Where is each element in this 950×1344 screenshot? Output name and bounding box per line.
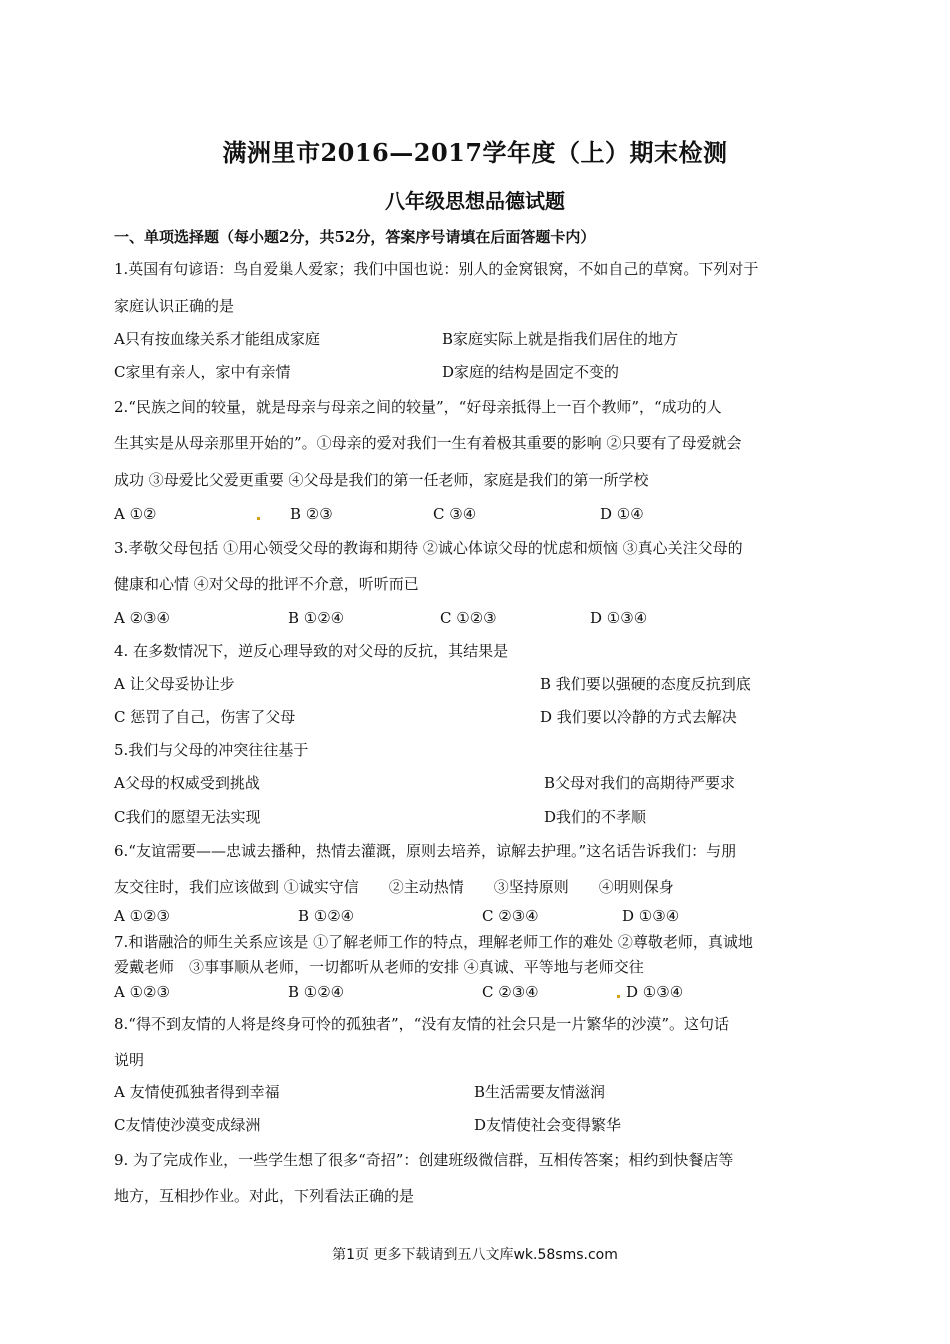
q2-option-a: A ①② [114, 505, 157, 523]
q7-option-c: C ②③④ [482, 983, 539, 1001]
exam-title: 满洲里市2016—2017学年度（上）期末检测 [222, 138, 728, 167]
q6-option-b: B ①②④ [298, 907, 355, 925]
q1-stem-line1: 1.英国有句谚语：鸟自爱巢人爱家；我们中国也说：别人的金窝银窝，不如自己的草窝。下列对于 [114, 260, 759, 278]
q1-option-c: C家里有亲人，家中有亲情 [114, 363, 291, 381]
scan-speck [257, 517, 260, 520]
q6-stem-line2: 友交往时，我们应该做到 ①诚实守信 ②主动热情 ③坚持原则 ④明则保身 [114, 878, 674, 896]
q7-option-b: B ①②④ [288, 983, 345, 1001]
q1-stem-line2: 家庭认识正确的是 [114, 297, 235, 315]
q1-option-d: D家庭的结构是固定不变的 [442, 363, 620, 381]
q2-option-c: C ③④ [433, 505, 477, 523]
q7-stem-line2: 爱戴老师 ③事事顺从老师，一切都听从老师的安排 ④真诚、平等地与老师交往 [114, 958, 644, 976]
q7-stem-line1: 7.和谐融洽的师生关系应该是 ①了解老师工作的特点，理解老师工作的难处 ②尊敬老师，真诚地 [114, 933, 753, 951]
q6-stem-line1: 6.“友谊需要——忠诚去播种，热情去灌溉，原则去培养，谅解去护理。”这名话告诉我们：与朋 [114, 842, 737, 860]
scan-speck [617, 995, 620, 998]
q4-stem: 4. 在多数情况下，逆反心理导致的对父母的反抗，其结果是 [114, 642, 509, 660]
q2-stem-line2: 生其实是从母亲那里开始的”。①母亲的爱对我们一生有着极其重要的影响 ②只要有了母爱就会 [114, 434, 742, 452]
q2-option-b: B ②③ [290, 505, 333, 523]
q8-stem-line2: 说明 [114, 1051, 145, 1069]
q9-stem-line1: 9. 为了完成作业，一些学生想了很多“奇招”：创建班级微信群，互相传答案；相约到快餐店等 [114, 1151, 734, 1169]
section-heading: 一、单项选择题（每小题2分，共52分，答案序号请填在后面答题卡内） [114, 228, 596, 246]
q8-option-d: D友情使社会变得繁华 [474, 1116, 622, 1134]
q5-stem: 5.我们与父母的冲突往往基于 [114, 741, 309, 759]
q4-option-c: C 惩罚了自己，伤害了父母 [114, 708, 296, 726]
q5-option-a: A父母的权威受到挑战 [114, 774, 260, 792]
q3-option-b: B ①②④ [288, 609, 345, 627]
q7-option-a: A ①②③ [114, 983, 170, 1001]
q2-stem-line3: 成功 ③母爱比父爱更重要 ④父母是我们的第一任老师，家庭是我们的第一所学校 [114, 471, 649, 489]
exam-subtitle: 八年级思想品德试题 [385, 189, 565, 213]
q4-option-d: D 我们要以冷静的方式去解决 [540, 708, 737, 726]
q8-option-c: C友情使沙漠变成绿洲 [114, 1116, 261, 1134]
q8-option-a: A 友情使孤独者得到幸福 [114, 1083, 280, 1101]
q4-option-a: A 让父母妥协让步 [114, 675, 235, 693]
q8-option-b: B生活需要友情滋润 [474, 1083, 606, 1101]
q3-option-a: A ②③④ [114, 609, 170, 627]
q2-stem-line1: 2.“民族之间的较量，就是母亲与母亲之间的较量”，“好母亲抵得上一百个教师”，“成功的人 [114, 398, 722, 416]
q7-option-d: D ①③④ [626, 983, 684, 1001]
q4-option-b: B 我们要以强硬的态度反抗到底 [540, 675, 751, 693]
q6-option-c: C ②③④ [482, 907, 539, 925]
q6-option-a: A ①②③ [114, 907, 170, 925]
q1-option-b: B家庭实际上就是指我们居住的地方 [442, 330, 679, 348]
q5-option-d: D我们的不孝顺 [544, 808, 647, 826]
q8-stem-line1: 8.“得不到友情的人将是终身可怜的孤独者”，“没有友情的社会只是一片繁华的沙漠”。这句话 [114, 1015, 729, 1033]
page-footer: 第1页 更多下载请到五八文库wk.58sms.com [332, 1247, 618, 1263]
q3-option-d: D ①③④ [590, 609, 648, 627]
q5-option-b: B父母对我们的高期待严要求 [544, 774, 736, 792]
q6-option-d: D ①③④ [622, 907, 680, 925]
q3-stem-line2: 健康和心情 ④对父母的批评不介意，听听而已 [114, 575, 419, 593]
q9-stem-line2: 地方，互相抄作业。对此，下列看法正确的是 [114, 1187, 415, 1205]
q3-option-c: C ①②③ [440, 609, 497, 627]
q2-option-d: D ①④ [600, 505, 644, 523]
q3-stem-line1: 3.孝敬父母包括 ①用心领受父母的教诲和期待 ②诚心体谅父母的忧虑和烦恼 ③真心关注父母的 [114, 539, 743, 557]
q5-option-c: C我们的愿望无法实现 [114, 808, 261, 826]
q1-option-a: A只有按血缘关系才能组成家庭 [114, 330, 320, 348]
